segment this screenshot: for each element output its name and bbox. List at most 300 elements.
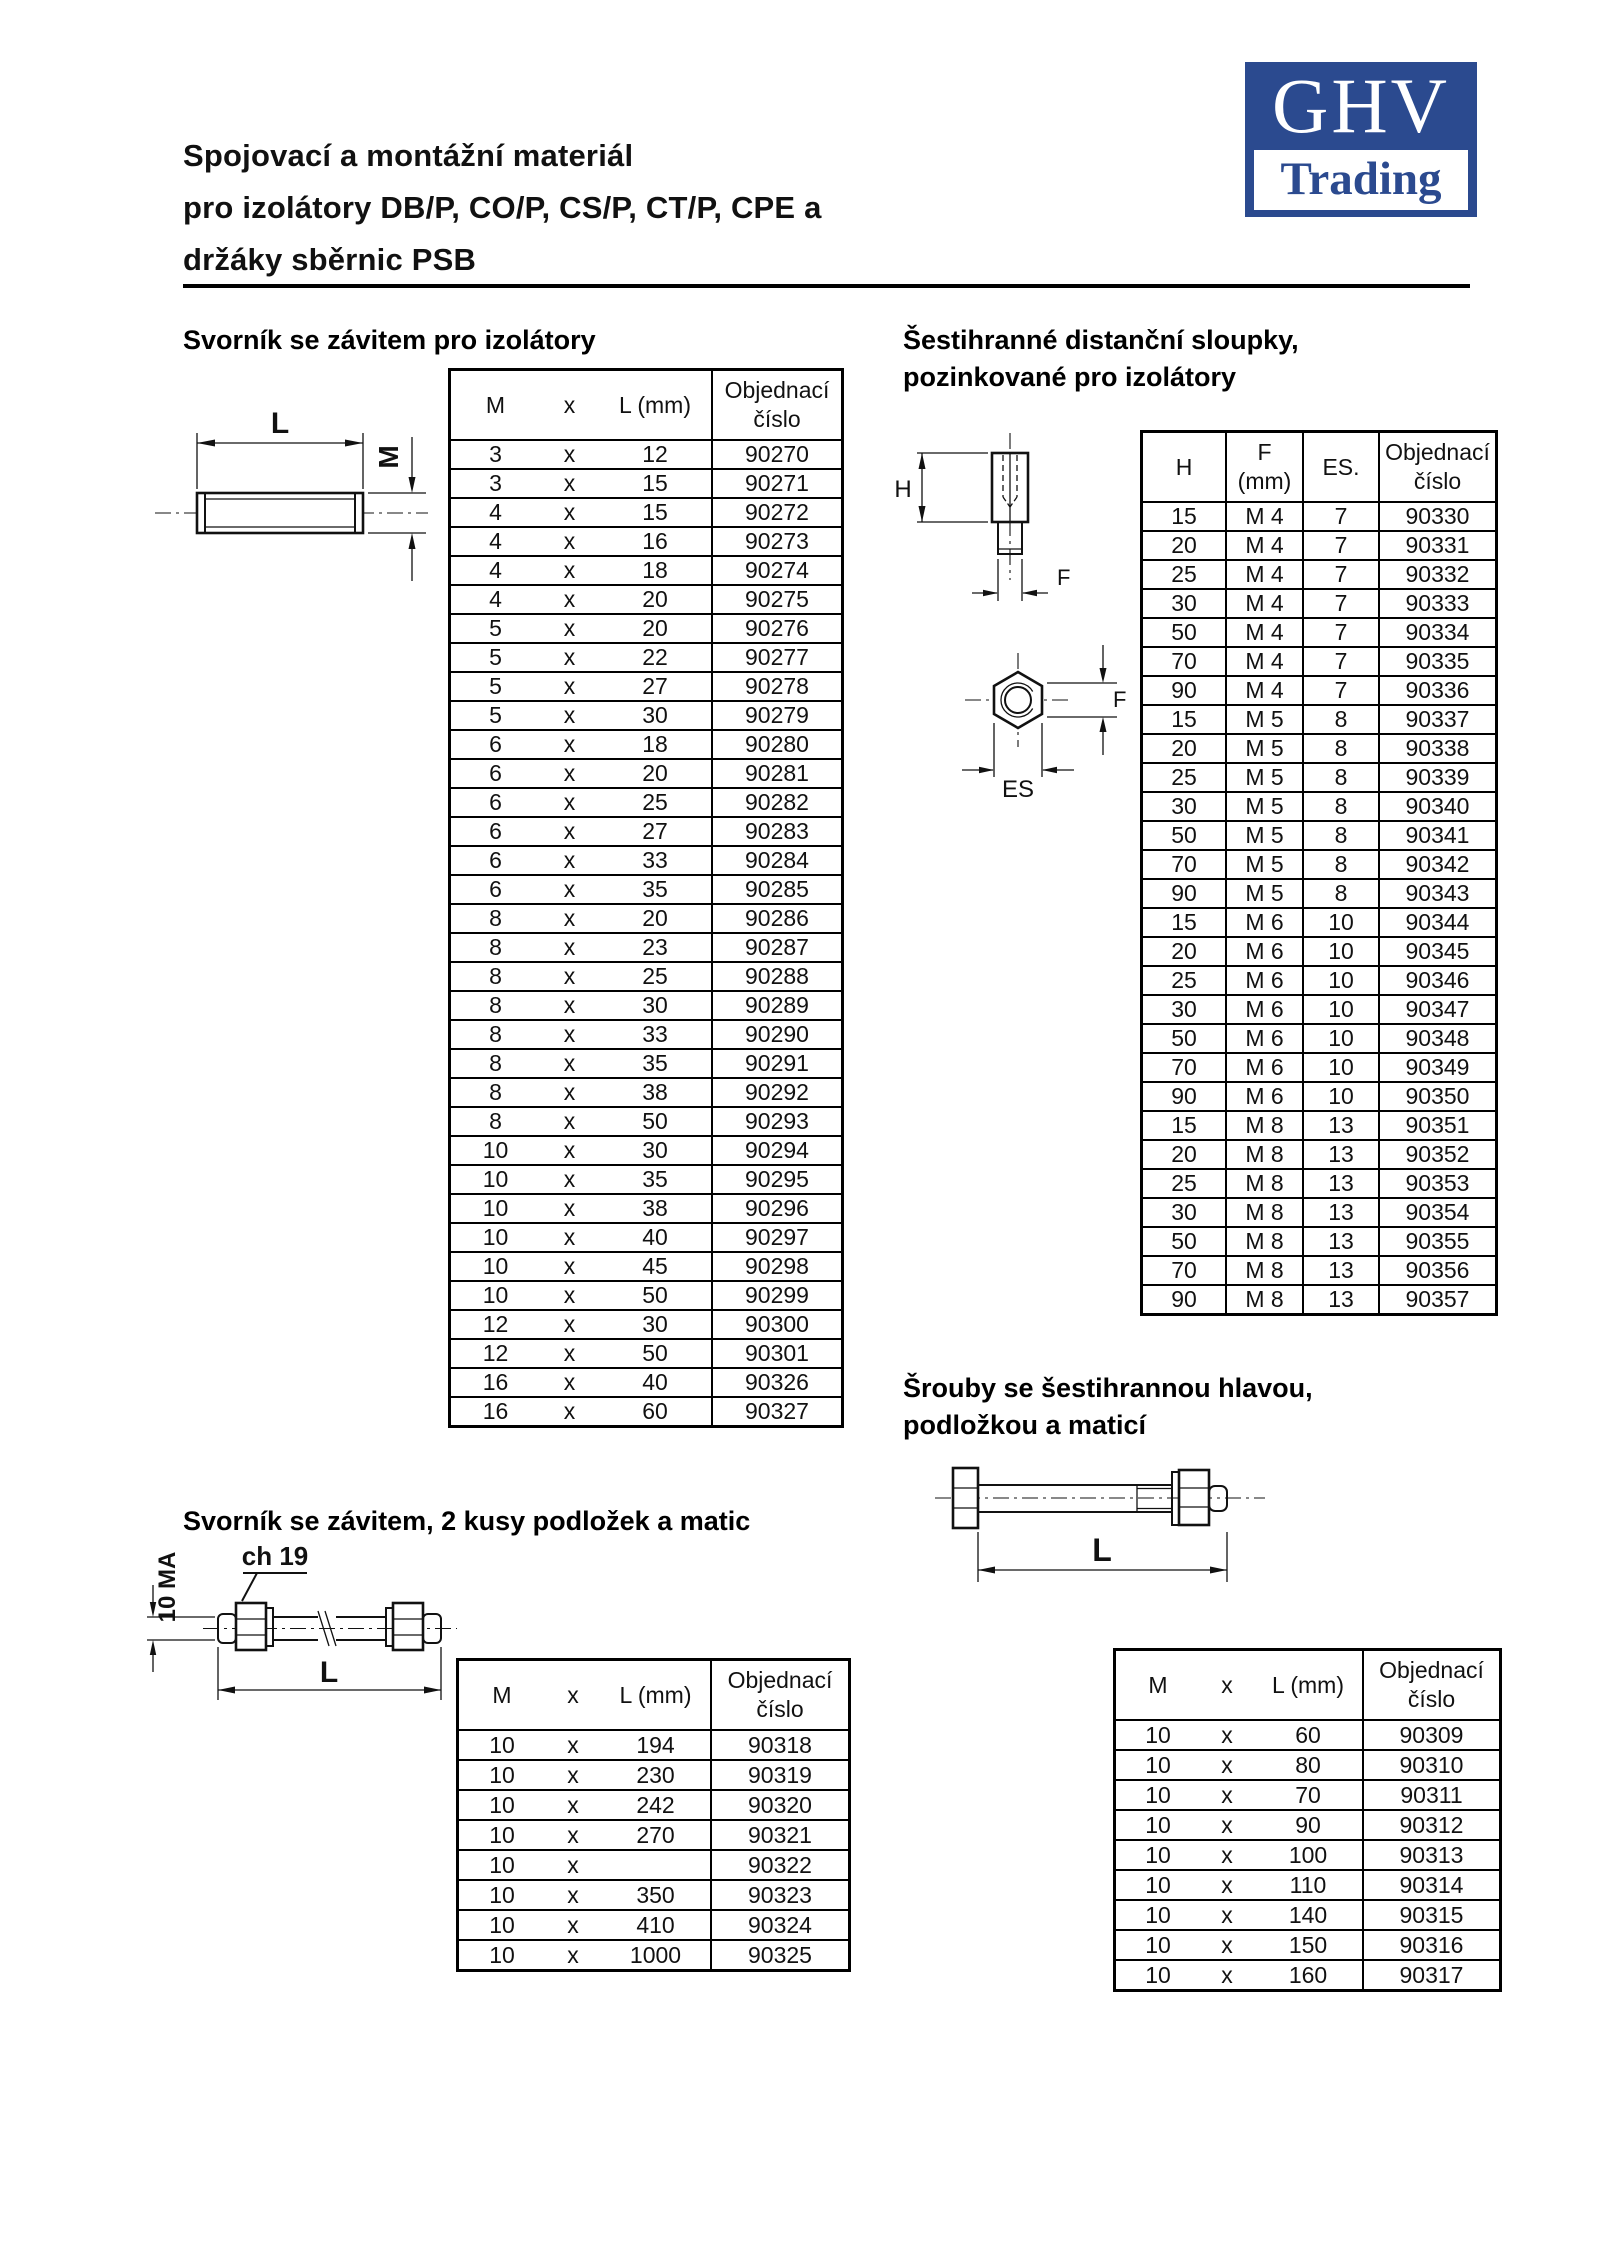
table-row (450, 701, 843, 730)
table-cell: M 6 (1226, 1024, 1303, 1053)
table-cell: 90 (1142, 879, 1227, 908)
table-cell: 15 (1142, 705, 1227, 734)
table-cell: M 5 (1226, 850, 1303, 879)
table-cell: 90289 (712, 991, 843, 1020)
table-row (1115, 1870, 1501, 1900)
table-cell: 90279 (712, 701, 843, 730)
table-row (458, 1790, 850, 1820)
table-cell: 90301 (712, 1339, 843, 1368)
table-cell: 90355 (1379, 1227, 1497, 1256)
table-cell: 150 (1254, 1930, 1363, 1960)
table-cell: 7 (1303, 676, 1379, 705)
table-cell: 25 (1142, 763, 1227, 792)
table-cell: M 6 (1226, 908, 1303, 937)
table-cell: x (540, 1281, 599, 1310)
table-cell: 20 (599, 585, 712, 614)
table-cell: M 8 (1226, 1285, 1303, 1315)
table-row (1142, 1169, 1497, 1198)
table-cell: 90273 (712, 527, 843, 556)
table-cell: 20 (1142, 1140, 1227, 1169)
table-cell: 10 (458, 1820, 546, 1850)
table-cell: 8 (450, 904, 541, 933)
table-cell: 90332 (1379, 560, 1497, 589)
page-title (183, 130, 822, 286)
table-row (1142, 531, 1497, 560)
table-cell: M 5 (1226, 821, 1303, 850)
table-cell: x (540, 527, 599, 556)
table-cell: 90325 (711, 1940, 850, 1971)
table-cell: 90326 (712, 1368, 843, 1397)
table-cell: 90287 (712, 933, 843, 962)
table-header-row (1142, 432, 1497, 503)
table-cell: 8 (1303, 705, 1379, 734)
table-row (450, 962, 843, 991)
table-cell: x (540, 1368, 599, 1397)
table-cell: 27 (599, 817, 712, 846)
table-row (1142, 995, 1497, 1024)
table-row (458, 1880, 850, 1910)
table-cell: 70 (1142, 1053, 1227, 1082)
table-cell: 100 (1254, 1840, 1363, 1870)
table-cell: x (1200, 1870, 1254, 1900)
table-cell: 410 (601, 1910, 711, 1940)
table-cell: 8 (450, 1107, 541, 1136)
table-cell: 90337 (1379, 705, 1497, 734)
table-row (1115, 1900, 1501, 1930)
table-cell: 27 (599, 672, 712, 701)
table-cell: x (540, 875, 599, 904)
heading-line: pozinkované pro izolátory (903, 362, 1237, 392)
table-cell: 80 (1254, 1750, 1363, 1780)
table-cell: 10 (1115, 1900, 1201, 1930)
table-cell: x (540, 846, 599, 875)
table-cell: 70 (1142, 1256, 1227, 1285)
table-cell: 30 (599, 1310, 712, 1339)
table-cell: 10 (1115, 1960, 1201, 1991)
section-heading-bolts (903, 1370, 1313, 1444)
column-header: Objednací číslo (1379, 432, 1497, 503)
table-cell: 90314 (1363, 1870, 1501, 1900)
table-cell: x (540, 730, 599, 759)
table-cell: 10 (1115, 1930, 1201, 1960)
table-cell: 15 (1142, 908, 1227, 937)
table-row (1142, 937, 1497, 966)
table-cell: 90280 (712, 730, 843, 759)
table-row (450, 759, 843, 788)
table-cell: 90333 (1379, 589, 1497, 618)
stud-drawing (130, 385, 450, 585)
table-cell: x (540, 440, 599, 469)
column-header: ES. (1303, 432, 1379, 503)
table-cell: 90278 (712, 672, 843, 701)
table-cell: x (1200, 1720, 1254, 1750)
table-cell: 90324 (711, 1910, 850, 1940)
table-cell: M 8 (1226, 1140, 1303, 1169)
table-cell: x (540, 759, 599, 788)
table-cell: 25 (599, 788, 712, 817)
table-row (1142, 1140, 1497, 1169)
table-cell: x (1200, 1900, 1254, 1930)
table-cell: 8 (450, 962, 541, 991)
studs-table (448, 368, 844, 1428)
table-cell: 40 (599, 1223, 712, 1252)
table-cell: 8 (1303, 734, 1379, 763)
table-cell: 10 (450, 1165, 541, 1194)
table-cell: 8 (450, 933, 541, 962)
table-cell: 10 (1303, 1053, 1379, 1082)
table-cell: M 4 (1226, 531, 1303, 560)
column-header: F (mm) (1226, 432, 1303, 503)
table-row (1115, 1840, 1501, 1870)
table-cell: 90294 (712, 1136, 843, 1165)
heading-line: Šestihranné distanční sloupky, (903, 325, 1299, 355)
table-cell: 50 (599, 1339, 712, 1368)
table-cell: 50 (1142, 1227, 1227, 1256)
table-cell: 13 (1303, 1169, 1379, 1198)
table-row (450, 1194, 843, 1223)
table-cell: 10 (1115, 1780, 1201, 1810)
table-row (1142, 502, 1497, 531)
table-cell: 35 (599, 1165, 712, 1194)
hex-bolt-drawing (930, 1440, 1270, 1610)
logo-trading-box (1254, 150, 1468, 210)
table-cell: 90 (1142, 1082, 1227, 1111)
table-cell: M 5 (1226, 705, 1303, 734)
table-cell: 38 (599, 1078, 712, 1107)
table-cell: 6 (450, 817, 541, 846)
table-cell: 8 (1303, 821, 1379, 850)
table-cell: 90276 (712, 614, 843, 643)
table-cell: 90281 (712, 759, 843, 788)
table-row (1142, 1024, 1497, 1053)
dim-label-thread-bottom: F (1057, 565, 1071, 590)
table-cell: 90318 (711, 1730, 850, 1760)
table-cell: x (540, 614, 599, 643)
table-row (450, 1368, 843, 1397)
table-row (1142, 1111, 1497, 1140)
table-cell: 140 (1254, 1900, 1363, 1930)
table-row (1142, 850, 1497, 879)
table-cell: 90313 (1363, 1840, 1501, 1870)
table-cell: M 4 (1226, 560, 1303, 589)
column-header: L (mm) (599, 370, 712, 441)
table-cell: 90299 (712, 1281, 843, 1310)
table-cell: 90356 (1379, 1256, 1497, 1285)
table-cell: x (540, 498, 599, 527)
table-row (1142, 560, 1497, 589)
table-row (450, 788, 843, 817)
bolts-table (1113, 1648, 1502, 1992)
table-row (450, 1252, 843, 1281)
table-cell: 7 (1303, 560, 1379, 589)
dim-label-length: L (270, 407, 290, 440)
table-cell (601, 1850, 711, 1880)
table-cell: 90344 (1379, 908, 1497, 937)
table-cell: 12 (599, 440, 712, 469)
section-heading-standoffs (903, 322, 1299, 396)
table-cell: 13 (1303, 1111, 1379, 1140)
table-cell: 5 (450, 672, 541, 701)
table-cell: 16 (599, 527, 712, 556)
table-cell: 6 (450, 788, 541, 817)
table-cell: 23 (599, 933, 712, 962)
table-cell: 10 (450, 1252, 541, 1281)
table-cell: 12 (450, 1310, 541, 1339)
table-cell: 30 (1142, 589, 1227, 618)
table-cell: 25 (1142, 1169, 1227, 1198)
column-header: x (545, 1660, 601, 1731)
table-row (450, 1397, 843, 1427)
table-cell: 90316 (1363, 1930, 1501, 1960)
table-cell: 90343 (1379, 879, 1497, 908)
table-cell: 90342 (1379, 850, 1497, 879)
table-cell: 50 (599, 1281, 712, 1310)
table-cell: 15 (1142, 1111, 1227, 1140)
table-cell: x (540, 643, 599, 672)
table-cell: 7 (1303, 531, 1379, 560)
table-row (458, 1850, 850, 1880)
column-header: L (mm) (1254, 1650, 1363, 1721)
column-header: L (mm) (601, 1660, 711, 1731)
table-row (450, 846, 843, 875)
table-cell: 90286 (712, 904, 843, 933)
table-row (1115, 1750, 1501, 1780)
table-cell: M 6 (1226, 1082, 1303, 1111)
table-cell: 10 (1115, 1720, 1201, 1750)
table-cell: 90347 (1379, 995, 1497, 1024)
table-header-row (458, 1660, 850, 1731)
table-cell: 30 (599, 701, 712, 730)
table-cell: 90 (1142, 676, 1227, 705)
table-cell: x (540, 1049, 599, 1078)
table-cell: 7 (1303, 589, 1379, 618)
table-cell: 20 (599, 759, 712, 788)
table-cell: 8 (1303, 792, 1379, 821)
table-cell: 5 (450, 643, 541, 672)
table-cell: x (540, 1252, 599, 1281)
table-cell: 90311 (1363, 1780, 1501, 1810)
table-cell: 90335 (1379, 647, 1497, 676)
column-header: Objednací číslo (712, 370, 843, 441)
table-cell: 12 (450, 1339, 541, 1368)
table-cell: 50 (599, 1107, 712, 1136)
table-row (1142, 618, 1497, 647)
table-cell: 90271 (712, 469, 843, 498)
table-cell: M 8 (1226, 1256, 1303, 1285)
table-cell: x (1200, 1960, 1254, 1991)
table-row (1142, 763, 1497, 792)
table-cell: 90298 (712, 1252, 843, 1281)
table-cell: 90345 (1379, 937, 1497, 966)
table-cell: 1000 (601, 1940, 711, 1971)
table-cell: 20 (1142, 531, 1227, 560)
table-row (458, 1910, 850, 1940)
table-cell: 10 (458, 1940, 546, 1971)
table-cell: 8 (1303, 763, 1379, 792)
table-row (458, 1730, 850, 1760)
table-cell: 30 (1142, 995, 1227, 1024)
table-row (1142, 879, 1497, 908)
table-row (450, 1339, 843, 1368)
table-cell: M 5 (1226, 734, 1303, 763)
table-cell: 6 (450, 846, 541, 875)
table-cell: 13 (1303, 1198, 1379, 1227)
table-cell: x (540, 1194, 599, 1223)
table-cell: 90323 (711, 1880, 850, 1910)
table-cell: x (540, 469, 599, 498)
table-cell: 10 (450, 1136, 541, 1165)
table-cell: x (540, 1223, 599, 1252)
header-divider (183, 284, 1470, 288)
table-row (450, 643, 843, 672)
table-row (450, 817, 843, 846)
table-cell: 18 (599, 556, 712, 585)
table-cell: 5 (450, 701, 541, 730)
table-cell: 18 (599, 730, 712, 759)
table-cell: 10 (1115, 1870, 1201, 1900)
table-row (1142, 792, 1497, 821)
table-cell: x (1200, 1810, 1254, 1840)
table-cell: 10 (450, 1194, 541, 1223)
table-cell: 13 (1303, 1140, 1379, 1169)
table-row (1115, 1810, 1501, 1840)
studs-nuts-table (456, 1658, 851, 1972)
table-cell: 90349 (1379, 1053, 1497, 1082)
table-cell: x (540, 1165, 599, 1194)
table-row (450, 614, 843, 643)
logo-trading-text: Trading (1280, 153, 1442, 205)
table-cell: 15 (599, 469, 712, 498)
table-cell: x (545, 1910, 601, 1940)
table-row (450, 585, 843, 614)
column-header: x (1200, 1650, 1254, 1721)
table-cell: M 8 (1226, 1111, 1303, 1140)
table-row (1142, 1227, 1497, 1256)
table-row (450, 469, 843, 498)
table-cell: 10 (458, 1880, 546, 1910)
table-cell: M 8 (1226, 1198, 1303, 1227)
table-cell: 90277 (712, 643, 843, 672)
table-row (450, 672, 843, 701)
table-cell: 242 (601, 1790, 711, 1820)
table-cell: 90351 (1379, 1111, 1497, 1140)
heading-line: Šrouby se šestihrannou hlavou, (903, 1373, 1313, 1403)
table-cell: M 6 (1226, 995, 1303, 1024)
table-cell: 90315 (1363, 1900, 1501, 1930)
table-cell: 90290 (712, 1020, 843, 1049)
table-cell: 20 (599, 904, 712, 933)
brand-logo (1245, 62, 1477, 217)
table-row (450, 1107, 843, 1136)
table-cell: 25 (1142, 966, 1227, 995)
table-cell: 90288 (712, 962, 843, 991)
table-cell: 90275 (712, 585, 843, 614)
column-header: x (540, 370, 599, 441)
table-row (450, 1049, 843, 1078)
table-row (1142, 821, 1497, 850)
table-cell: x (540, 585, 599, 614)
table-cell: 8 (450, 1020, 541, 1049)
table-cell: M 6 (1226, 937, 1303, 966)
dim-label-length: L (319, 1656, 339, 1689)
table-cell: x (540, 991, 599, 1020)
table-cell: 10 (1115, 1810, 1201, 1840)
table-row (450, 933, 843, 962)
table-cell: 10 (1303, 966, 1379, 995)
table-cell: 38 (599, 1194, 712, 1223)
table-cell: 20 (599, 614, 712, 643)
table-cell: 13 (1303, 1285, 1379, 1315)
table-row (450, 1078, 843, 1107)
table-cell: 90331 (1379, 531, 1497, 560)
table-cell: 6 (450, 875, 541, 904)
table-row (450, 875, 843, 904)
table-row (450, 1281, 843, 1310)
table-cell: 10 (458, 1760, 546, 1790)
table-cell: 35 (599, 1049, 712, 1078)
table-cell: M 5 (1226, 792, 1303, 821)
table-cell: 60 (599, 1397, 712, 1427)
table-row (450, 904, 843, 933)
table-cell: 90341 (1379, 821, 1497, 850)
page-title-line: Spojovací a montážní materiál (183, 138, 634, 173)
table-cell: 350 (601, 1880, 711, 1910)
table-cell: x (540, 1310, 599, 1339)
column-header: M (458, 1660, 546, 1731)
table-cell: 7 (1303, 502, 1379, 531)
table-cell: 90322 (711, 1850, 850, 1880)
table-cell: 3 (450, 440, 541, 469)
dim-label-across-flats: ES (1001, 776, 1035, 803)
table-cell: x (540, 1078, 599, 1107)
table-cell: x (540, 1397, 599, 1427)
table-cell: x (540, 933, 599, 962)
column-header: H (1142, 432, 1227, 503)
stud-with-nuts-drawing (115, 1535, 465, 1720)
table-cell: x (545, 1850, 601, 1880)
table-cell: 90 (1142, 1285, 1227, 1315)
table-cell: 90348 (1379, 1024, 1497, 1053)
table-cell: 90339 (1379, 763, 1497, 792)
table-row (1142, 734, 1497, 763)
table-cell: 160 (1254, 1960, 1363, 1991)
table-cell: 8 (450, 991, 541, 1020)
table-cell: 90297 (712, 1223, 843, 1252)
table-cell: x (540, 701, 599, 730)
table-cell: 25 (1142, 560, 1227, 589)
table-cell: 13 (1303, 1227, 1379, 1256)
table-cell: x (540, 556, 599, 585)
table-cell: 90327 (712, 1397, 843, 1427)
table-cell: 8 (1303, 879, 1379, 908)
table-header-row (450, 370, 843, 441)
dim-label-thread-side: F (1113, 687, 1127, 712)
table-row (1142, 908, 1497, 937)
table-cell: 90321 (711, 1820, 850, 1850)
table-row (450, 1165, 843, 1194)
section-heading-studs: Svorník se závitem pro izolátory (183, 325, 596, 355)
table-cell: 90340 (1379, 792, 1497, 821)
table-cell: 90320 (711, 1790, 850, 1820)
page-title-line: držáky sběrnic PSB (183, 242, 477, 277)
table-row (450, 730, 843, 759)
logo-ghv-text: GHV (1272, 62, 1450, 149)
table-cell: 70 (1254, 1780, 1363, 1810)
column-header: Objednací číslo (1363, 1650, 1501, 1721)
standoff-drawing (875, 425, 1127, 803)
table-cell: 10 (450, 1281, 541, 1310)
table-cell: x (545, 1820, 601, 1850)
